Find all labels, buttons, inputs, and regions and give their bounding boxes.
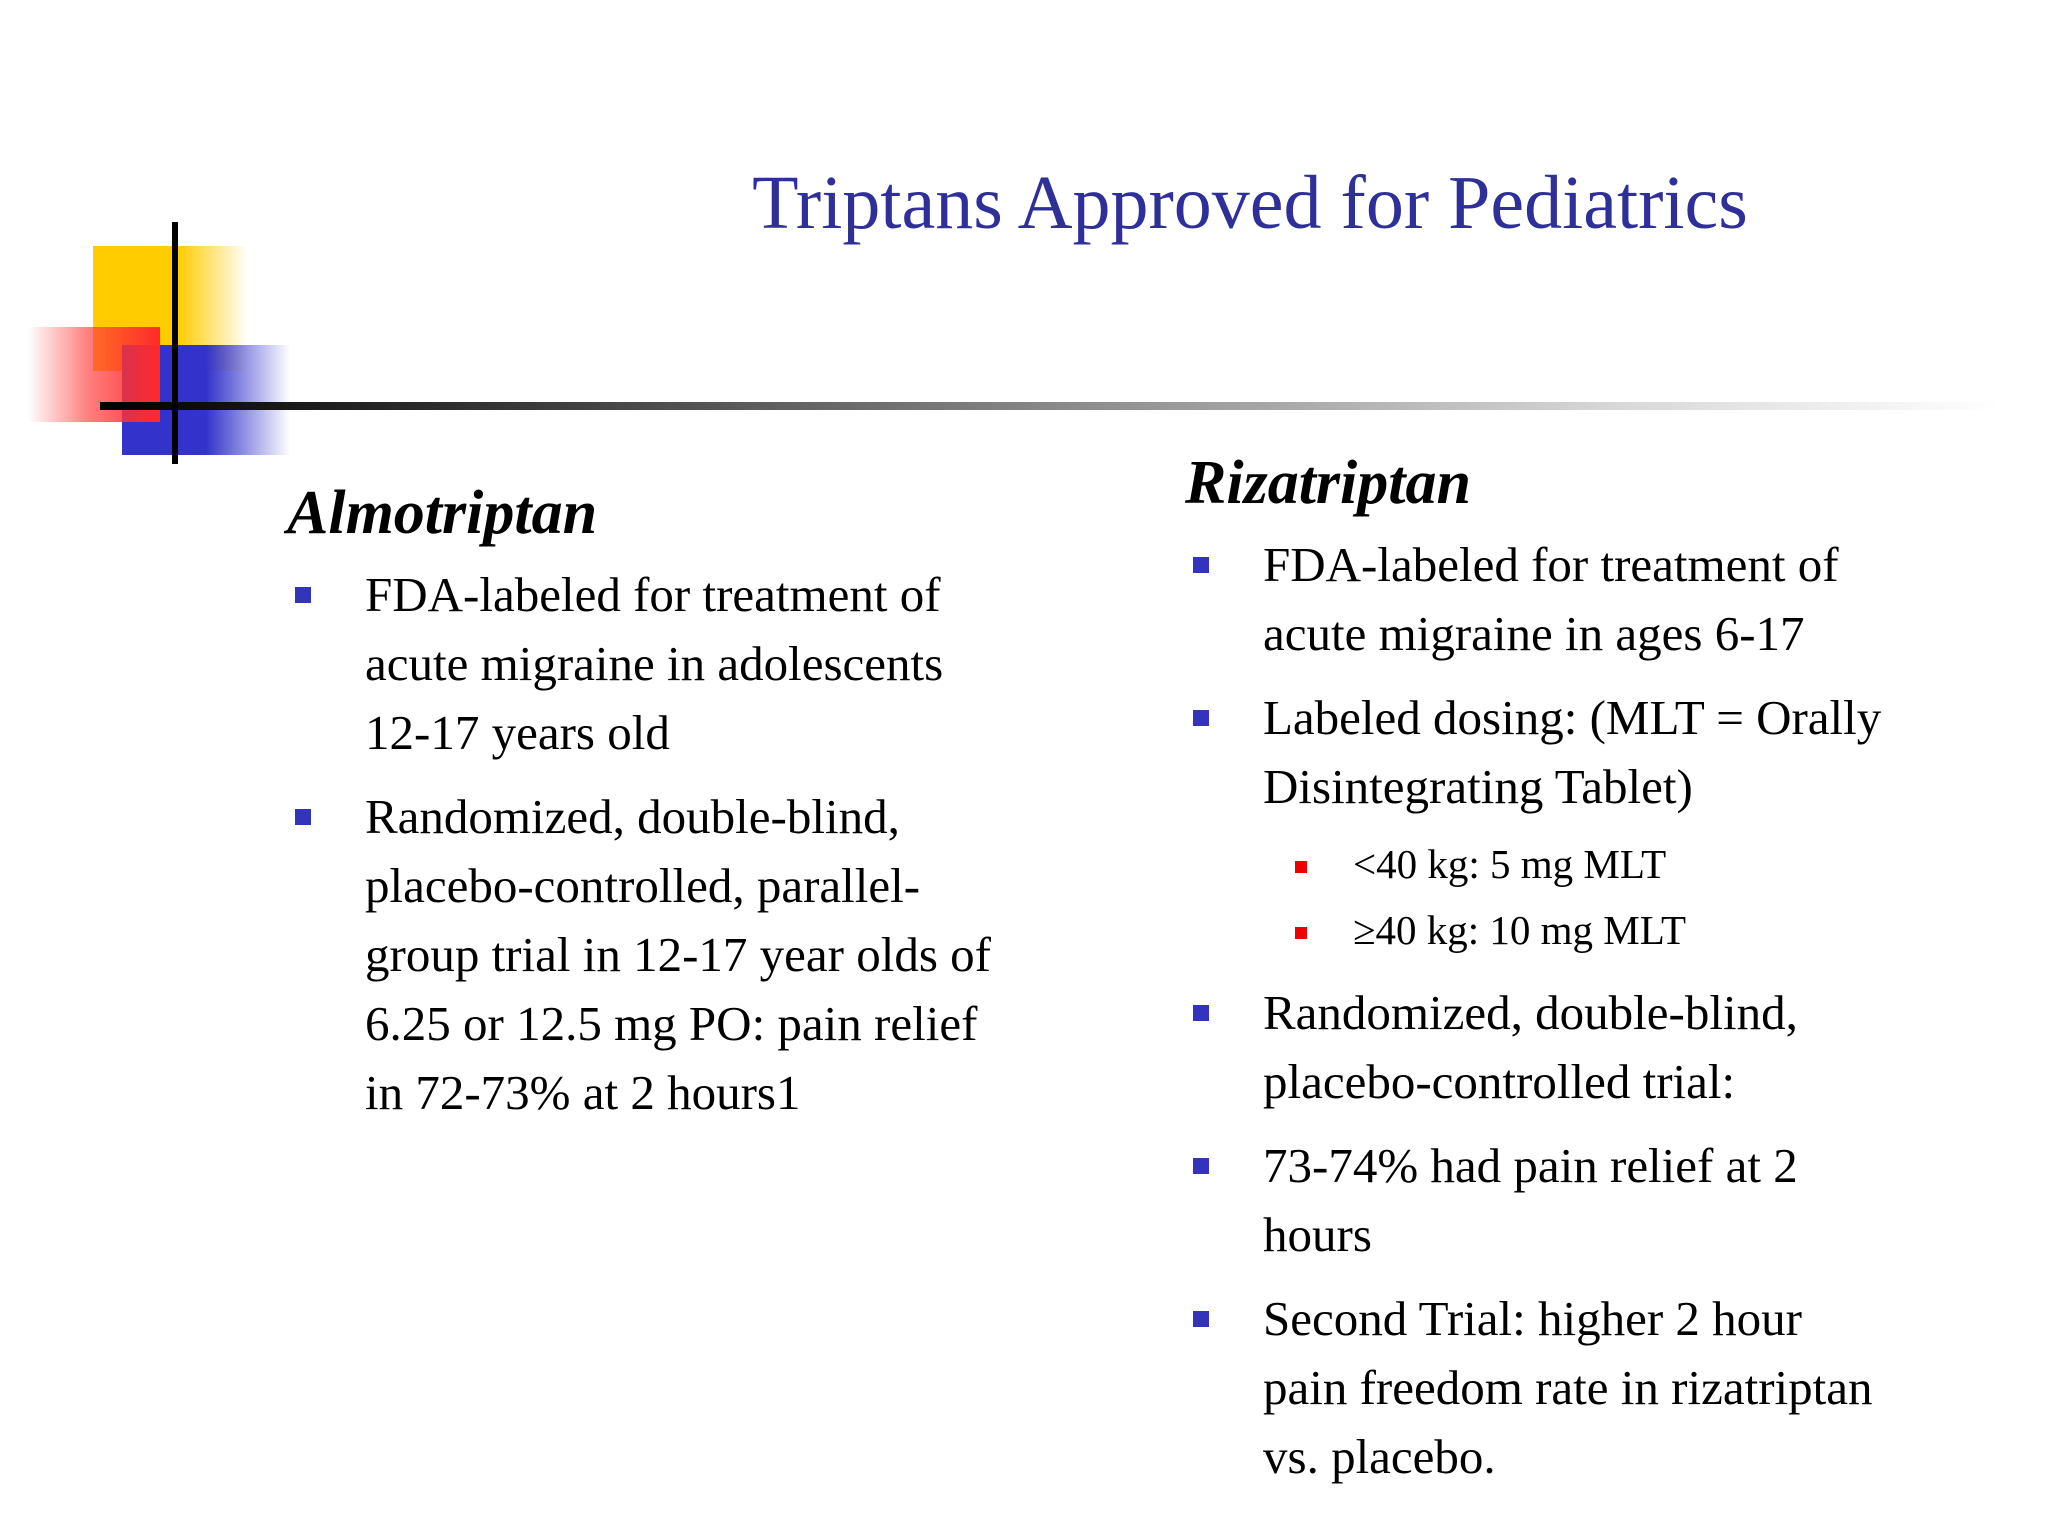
red-square-bullet-icon [1295, 927, 1307, 939]
left-column [287, 478, 1127, 1142]
list-item [287, 560, 1127, 767]
right-bullet-list [1185, 530, 2025, 1491]
sub-bullet-text: ≥40 kg: 10 mg MLT [1353, 907, 1687, 953]
red-square-bullet-icon [1295, 861, 1307, 873]
bullet-line: Randomized, double-blind, [365, 789, 900, 844]
bullet-line: hours [1263, 1207, 1372, 1262]
sub-bullet-text: <40 kg: 5 mg MLT [1353, 841, 1667, 887]
left-bullet-list [287, 560, 1127, 1127]
square-bullet-icon [1193, 710, 1209, 726]
square-bullet-icon [1193, 557, 1209, 573]
bullet-line: 12-17 years old [365, 705, 670, 760]
bullet-line: placebo-controlled trial: [1263, 1054, 1736, 1109]
left-column-heading: Almotriptan [287, 479, 598, 547]
list-item [1185, 1284, 2025, 1491]
bullet-line: Disintegrating Tablet) [1263, 759, 1693, 814]
bullet-line: Second Trial: higher 2 hour [1263, 1291, 1802, 1346]
bullet-line: acute migraine in adolescents [365, 636, 944, 691]
bullet-line: FDA-labeled for treatment of [365, 567, 941, 622]
bullet-line: pain freedom rate in rizatriptan [1263, 1360, 1873, 1415]
bullet-line: placebo-controlled, parallel- [365, 858, 921, 913]
right-column-heading: Rizatriptan [1185, 449, 1471, 517]
sub-list-item [1263, 831, 2025, 897]
square-bullet-icon [1193, 1005, 1209, 1021]
bullet-line: 6.25 or 12.5 mg PO: pain relief [365, 996, 978, 1051]
square-bullet-icon [1193, 1311, 1209, 1327]
slide-title: Triptans Approved for Pediatrics [752, 161, 1748, 245]
list-item [1185, 530, 2025, 668]
dosing-sub-list [1263, 831, 2025, 963]
bullet-line: acute migraine in ages 6-17 [1263, 606, 1805, 661]
deco-vertical-rule [172, 222, 178, 464]
sub-list-item [1263, 897, 2025, 963]
bullet-line: 73-74% had pain relief at 2 [1263, 1138, 1798, 1193]
bullet-line: in 72-73% at 2 hours1 [365, 1065, 801, 1120]
title-underline-rule [100, 402, 2000, 410]
square-bullet-icon [295, 587, 311, 603]
list-item [1185, 978, 2025, 1116]
bullet-line: vs. placebo. [1263, 1429, 1496, 1484]
square-bullet-icon [1193, 1158, 1209, 1174]
bullet-line: FDA-labeled for treatment of [1263, 537, 1839, 592]
bullet-line: group trial in 12-17 year olds of [365, 927, 991, 982]
list-item [1185, 1131, 2025, 1269]
bullet-line: Labeled dosing: (MLT = Orally [1263, 690, 1882, 745]
right-column [1185, 448, 2025, 1506]
bullet-line: Randomized, double-blind, [1263, 985, 1798, 1040]
list-item [1185, 683, 2025, 963]
list-item [287, 782, 1127, 1127]
square-bullet-icon [295, 809, 311, 825]
